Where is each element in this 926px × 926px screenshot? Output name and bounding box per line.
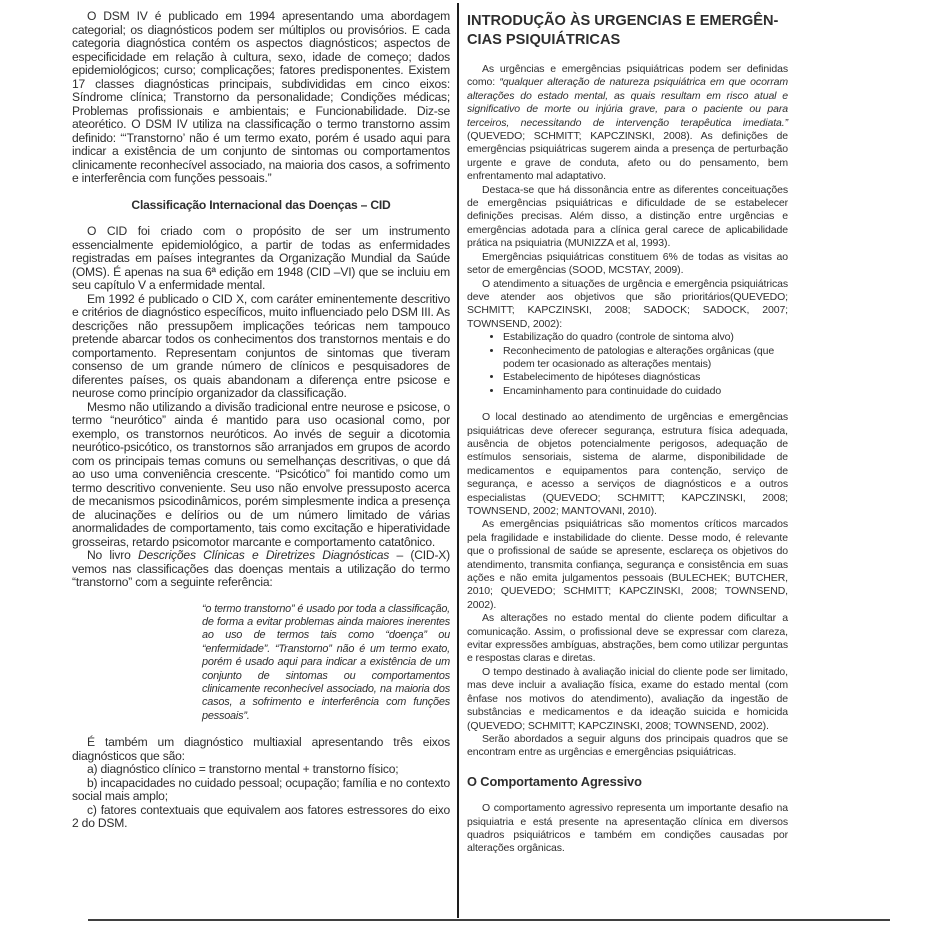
paragraph-statistics: Emergências psiquiátricas constituem 6% de todas as visitas ao setor de emergências (SOOD, MCSTAY, 2009).: [467, 250, 788, 277]
paragraph-dsm-overview: O DSM IV é publicado em 1994 apresentando uma abordagem categorial; os diagnósticos podem ser múltiplos ou provisórios. E cada categoria diagnóstica contém os aspectos diagnósticos; aspectos de especificidade em relação à cultura, sexo, idade de começo; dados epidemiológicos; curso; complicações; fatores predisponentes. Existem 17 classes diagnósticas principais, subdivididas em cinco eixos: Síndrome clínica; Transtorno da personalidade; Condições médicas; Problemas profissionais e ambientais; e Funcionabilidade. Diz-se ateorético. O DSM IV utiliza na classificação o termo transtorno assim definido: “‘Transtorno’ não é um termo exato, porém é usado aqui para indicar a existência de um conjunto de sintomas ou comportamentos clinicamente reconhecível associado, na maioria dos casos, a sofrimento e interferência com funções pessoais.”: [72, 9, 450, 185]
text-run: As urgências e emergências psiquiátricas podem ser definidas como:: [467, 63, 788, 89]
paragraph-communication: As alterações no estado mental do cliente podem dificultar a comunicação. Assim, o profissional deve se expressar com clareza, evitar expressões ambíguas, abstrações, bem como utilizar perguntas e respostas claras e diretas.: [467, 612, 788, 665]
section-title-line1: INTRODUÇÃO ÀS URGENCIAS E EMERGÊN-: [467, 13, 779, 29]
paragraph-objectives-intro: O atendimento a situações de urgência e emergência psiquiátricas deve atender aos objetivos que são prioritários(QUEVEDO; SCHMITT; KAPCZINSKI, 2008; SADOCK; SADOCK, 2007; TOWNSEND, 2002):: [467, 277, 788, 330]
paragraph-cid-x: Em 1992 é publicado o CID X, com caráter eminentemente descritivo e critérios de diagnóstico específicos, muito influenciado pelo DSM III. As descrições não pressupõem implicações teóricas nem tampouco pretende abarcar todos os conhecimentos dos transtornos mentais e do comportamento. Representam conjuntos de sintomas que tiveram consenso de um grande número de clínicos e pesquisadores de diferentes países, os quais abandonam a diferença entre psicose e neurose como princípio organizador da classificação.: [72, 291, 450, 400]
text-run: (QUEVEDO; SCHMITT; KAPCZINSKI, 2008). As definições de emergências psiquiátricas sugerem ainda a presença de perturbação urgente e grave de conduta, afeto ou do pensamento, bem enfrentamento mal adaptativo.: [467, 130, 788, 183]
paragraph-initial-assessment: O tempo destinado à avaliação inicial do cliente pode ser limitado, mas deve incluir a avaliação física, exame do estado mental (com ênfase nos motivos do atendimento), avaliação da ingestão de substâncias e medicamentos e da ideação suicida e homicida (QUEVEDO; SCHMITT; KAPCZINSKI, 2008; TOWNSEND, 2002).: [467, 665, 788, 732]
objective-item: • Encaminhamento para continuidade do cuidado: [503, 385, 788, 398]
text-run: – (CID-X) vemos nas classificações das doenças mentais a utilização do termo “transtorno” com a seguinte referência:: [72, 548, 450, 589]
paragraph-critical-moments: As emergências psiquiátricas são momentos críticos marcados pela fragilidade e instabilidade do cliente. Desse modo, é relevante que o profissional de saúde se apresente, esclareça os objetivos do atendimento, transmita confiança, segurança e consistência em suas ações e não emita julgamentos pessoais (BULECHEK; BUTCHER, 2010; QUEVEDO; SCHMITT; KAPCZINSKI, 2008; TOWNSEND, 2002).: [467, 518, 788, 611]
objective-item: • Estabelecimento de hipóteses diagnósticas: [503, 371, 788, 384]
paragraph-upcoming-topics: Serão abordados a seguir alguns dos principais quadros que se encontram entre as urgências e emergências psiquiátricas.: [467, 732, 788, 759]
section-title-line2: CIAS PSIQUIÁTRICAS: [467, 31, 621, 48]
heading-cid: Classificação Internacional das Doenças – CID: [131, 197, 391, 212]
paragraph-multiaxial: É também um diagnóstico multiaxial apresentando três eixos diagnósticos que são:: [72, 735, 450, 763]
subheading-aggressive-behavior: O Comportamento Agressivo: [467, 773, 642, 789]
book-title-italic: Descrições Clínicas e Diretrizes Diagnósticas: [137, 548, 390, 562]
axis-item-a: a) diagnóstico clínico = transtorno mental + transtorno físico;: [87, 762, 399, 777]
paragraph-facility-requirements: O local destinado ao atendimento de urgências e emergências psiquiátricas deve oferecer segurança, estrutura física adequada, ausência de objetos potencialmente perigosos, adequação de estímulos sensoriais, sistema de alarme, disponibilidade de medicamentos e equipamentos para contenção, serviço de segurança, e acesso a serviços de diagnósticos e a outros especialistas (QUEVEDO; SCHMITT; KAPCZINSKI, 2008; TOWNSEND, 2002; MANTOVANI, 2010).: [467, 411, 788, 517]
bottom-rule: [88, 919, 890, 921]
paragraph-aggressive-behavior: O comportamento agressivo representa um importante desafio na psiquiatria e está presente na apresentação clínica em diversos quadros psiquiátricos e também em condições causadas por alterações orgânicas.: [467, 802, 788, 855]
definition-quote-italic: “qualquer alteração de natureza psiquiátrica em que ocorram alterações do estado mental, as quais resultam em risco atual e significativo de morte ou injúria grave, para o paciente ou para terceiros, necessitando de intervenção terapêutica imediata.”: [467, 76, 788, 129]
paragraph-definition: [467, 63, 788, 184]
section-title: [467, 12, 788, 49]
objective-item: • Reconhecimento de patologias e alterações orgânicas (que podem ter ocasionado as alterações mentais): [503, 345, 788, 372]
left-column: [72, 10, 450, 831]
paragraph-neurotic-term: Mesmo não utilizando a divisão tradicional entre neurose e psicose, o termo “neurótico” ainda é mantido para uso ocasional como, por exemplo, os transtornos neuróticos. Ao invés de seguir a dicotomia neurótico-psicótico, os transtornos são arranjados em grupos de acordo com os principais temas comuns ou semelhanças descritivas, o que dá ao uso uma conveniência crescente. “Psicótico” foi mantido como um termo descritivo conveniente. Seu uso não envolve pressuposto acerca de mecanismos psicodinâmicos, porém simplesmente indica a presença de alucinações e delírios ou de um número limitado de várias anormalidades de comportamento, tais como excitação e hiperatividade grosseiras, retardo psicomotor marcante e comportamento catatônico.: [72, 399, 450, 549]
paragraph-cid-x-book: [72, 549, 450, 590]
column-divider: [457, 3, 459, 918]
blockquote-transtorno-definition: “o termo transtorno” é usado por toda a classificação, de forma a evitar problemas ainda maiores inerentes ao uso de termos tais como “doença” ou “enfermidade”. “Transtorno” não é um termo exato, porém é usado aqui para indicar a existência de um conjunto de sintomas ou comportamentos clinicamente reconhecível associado, na maioria dos casos, a sofrimento e interferência com funções pessoais”.: [202, 602, 450, 722]
axis-item-c: c) fatores contextuais que equivalem aos fatores estressores do eixo 2 do DSM.: [72, 802, 450, 831]
paragraph-cid-origin: O CID foi criado com o propósito de ser um instrumento essencialmente epidemiológico, a partir de todas as enfermidades registradas em países integrantes da Organização Mundial da Saúde (OMS). É apenas na sua 6ª edição em 1948 (CID –VI) que se incluiu em seu capítulo V a enfermidade mental.: [72, 224, 450, 292]
right-column: [467, 10, 788, 856]
axis-item-b: b) incapacidades no cuidado pessoal; ocupação; família e no contexto social mais amplo;: [72, 775, 450, 804]
text-run: No livro: [87, 548, 138, 562]
objective-item: • Estabilização do quadro (controle de sintoma alvo): [503, 331, 788, 344]
paragraph-dissonance: Destaca-se que há dissonância entre as diferentes conceituações de emergências psiquiátricas e dificuldade de se estabelecer definições precisas. Além disso, a distinção entre urgências e emergências adotada para a clínica geral carece de aplicabilidade prática na psiquiatria (MUNIZZA et al, 1993).: [467, 183, 788, 250]
objectives-list: [467, 331, 788, 398]
